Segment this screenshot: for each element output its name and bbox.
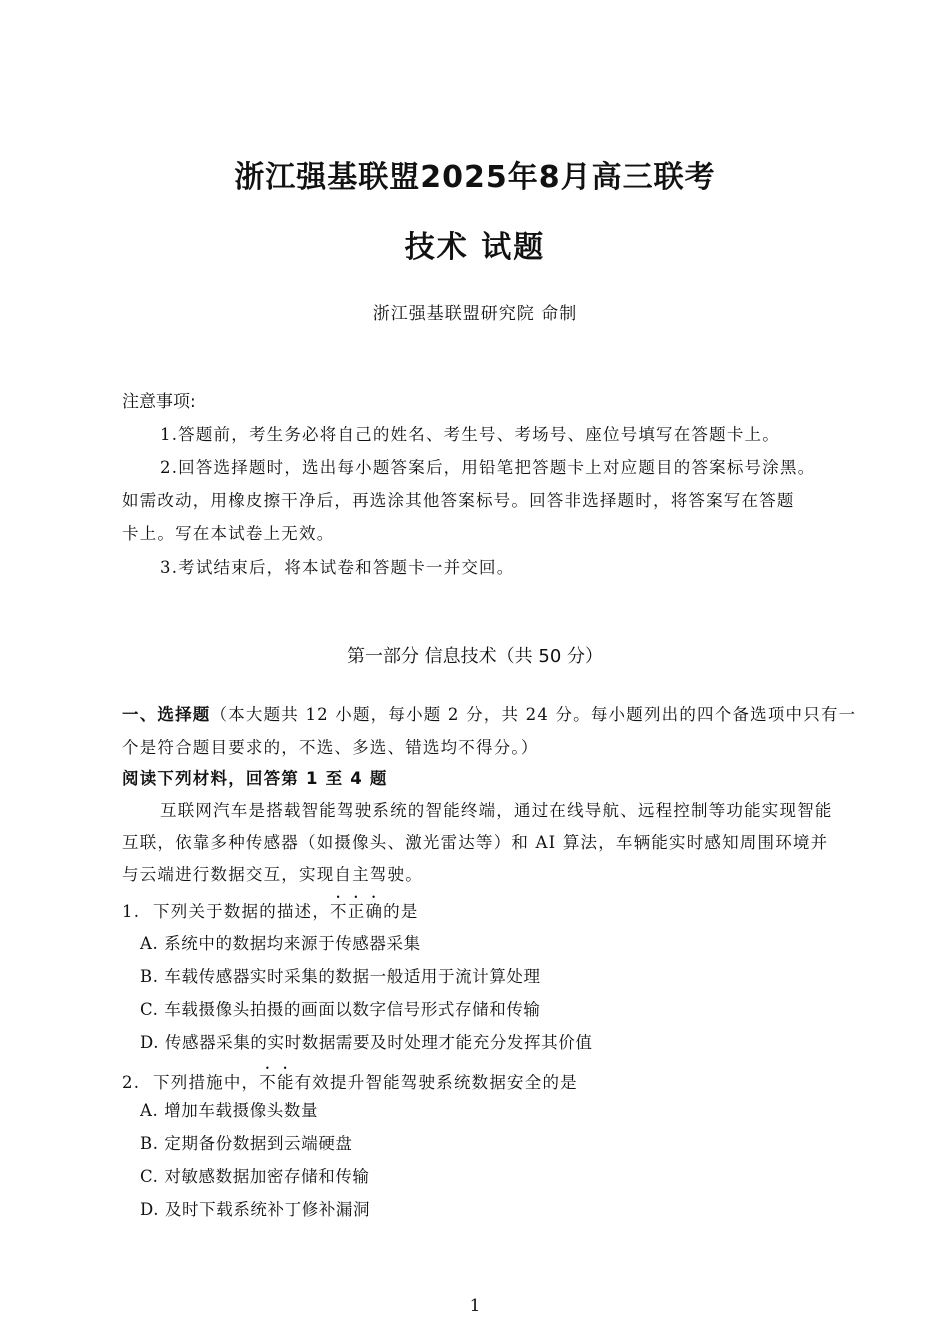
section-intro-continued: 个是符合题目要求的，不选、多选、错选均不得分。） xyxy=(122,738,539,757)
part-title: 第一部分 信息技术（共 50 分） xyxy=(346,646,604,667)
reading-heading: 阅读下列材料，回答第 1 至 4 题 xyxy=(122,769,388,788)
page-number: 1 xyxy=(469,1296,481,1316)
question-2-option-b: B. 定期备份数据到云端硬盘 xyxy=(140,1134,353,1153)
question-number: 2. xyxy=(122,1073,141,1092)
question-2-stem: 2. 下列措施中，不能有效提升智能驾驶系统数据安全的是 xyxy=(122,1073,578,1092)
notice-item: 2.回答选择题时，选出每小题答案后，用铅笔把答题卡上对应题目的答案标号涂黑。 xyxy=(160,458,816,477)
notice-item: 1.答题前，考生务必将自己的姓名、考生号、考场号、座位号填写在答题卡上。 xyxy=(160,425,780,444)
exam-maker: 浙江强基联盟研究院 命制 xyxy=(372,304,578,324)
question-1-option-b: B. 车载传感器实时采集的数据一般适用于流计算处理 xyxy=(140,967,541,986)
question-number: 1. xyxy=(122,902,141,921)
section-label: 一、选择题 xyxy=(122,705,211,724)
notice-item: 如需改动，用橡皮擦干净后，再选涂其他答案标号。回答非选择题时，将答案写在答题 xyxy=(122,491,795,510)
exam-title: 浙江强基联盟2025年8月高三联考 xyxy=(234,160,716,195)
reading-line: 互联网汽车是搭载智能驾驶系统的智能终端，通过在线导航、远程控制等功能实现智能 xyxy=(160,801,833,820)
question-1-stem: 1. 下列关于数据的描述，不正确的是 xyxy=(122,902,419,921)
reading-line: 互联，依靠多种传感器（如摄像头、激光雷达等）和 AI 算法，车辆能实时感知周围环境并 xyxy=(122,833,829,852)
emphasis-text: 不正确 xyxy=(330,902,384,921)
question-1-option-a: A. 系统中的数据均来源于传感器采集 xyxy=(140,934,421,953)
question-2-option-d: D. 及时下载系统补丁修补漏洞 xyxy=(140,1200,371,1219)
section-intro-text: （本大题共 12 小题，每小题 2 分，共 24 分。每小题列出的四个备选项中只有一 xyxy=(210,705,857,724)
notice-heading: 注意事项: xyxy=(122,392,196,412)
emphasis-text: 不能 xyxy=(259,1073,295,1092)
reading-line: 与云端进行数据交互，实现自主驾驶。 xyxy=(122,865,423,884)
section-intro xyxy=(122,701,856,725)
notice-item: 卡上。写在本试卷上无效。 xyxy=(122,524,335,543)
question-2-option-c: C. 对敏感数据加密存储和传输 xyxy=(140,1167,370,1186)
question-2-option-a: A. 增加车载摄像头数量 xyxy=(140,1101,319,1120)
notice-item: 3.考试结束后，将本试卷和答题卡一并交回。 xyxy=(160,558,515,577)
exam-subtitle: 技术 试题 xyxy=(404,230,546,265)
question-1-option-c: C. 车载摄像头拍摄的画面以数字信号形式存储和传输 xyxy=(140,1000,541,1019)
question-1-option-d: D. 传感器采集的实时数据需要及时处理才能充分发挥其价值 xyxy=(140,1033,593,1052)
